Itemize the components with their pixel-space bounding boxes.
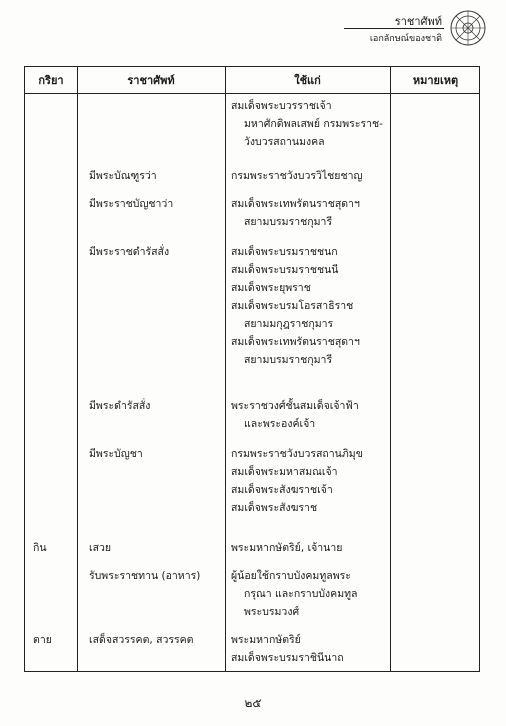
- usage-line: สมเด็จพระยุพราช: [231, 282, 311, 294]
- column-header-usage: ใช้แก่: [294, 74, 321, 87]
- usage-cell: [231, 539, 342, 557]
- header-title: ราชาศัพท์: [394, 15, 442, 28]
- royal-word-cell: มีพระราชดำรัสสั่ง: [89, 246, 170, 258]
- usage-line: พระมหากษัตริย์: [231, 634, 301, 646]
- usage-line: สมเด็จพระบรมราชชนก: [231, 246, 338, 258]
- usage-line: ผู้น้อยใช้กราบบังคมทูลพระ: [231, 570, 351, 582]
- usage-line: กรมพระราชวังบวรวิไชยชาญ: [231, 170, 363, 182]
- header-subtitle: เอกลักษณ์ของชาติ: [369, 34, 442, 44]
- usage-line: พระบรมวงศ์: [244, 606, 300, 618]
- usage-cell: [231, 195, 360, 231]
- usage-line: วังบวรสถานมงคล: [244, 136, 325, 148]
- royal-word-cell: มีพระดำรัสสั่ง: [89, 400, 151, 412]
- usage-line: พระราชวงศ์ชั้นสมเด็จเจ้าฟ้า: [231, 400, 359, 412]
- column-header-royal-word: ราชาศัพท์: [127, 74, 175, 87]
- usage-line: สมเด็จพระสังฆราชเจ้า: [231, 484, 333, 496]
- verb-cell: กิน: [33, 542, 47, 554]
- royal-word-cell: มีพระบัญชา: [89, 448, 143, 460]
- usage-line: สมเด็จพระเทพรัตนราชสุดาฯ: [231, 198, 360, 210]
- header-divider: [25, 93, 479, 94]
- usage-line: กรุณา และกราบบังคมทูล: [244, 588, 358, 600]
- usage-line: สมเด็จพระบรมราชินีนาถ: [231, 652, 344, 664]
- usage-cell: [231, 97, 383, 151]
- usage-line: สมเด็จพระบรมราชชนนี: [231, 264, 339, 276]
- column-divider: [225, 67, 226, 671]
- page-header: [328, 8, 488, 48]
- usage-cell: [231, 397, 359, 433]
- column-divider: [77, 67, 78, 671]
- royal-word-cell: รับพระราชทาน (อาหาร): [89, 570, 201, 582]
- column-header-remark: หมายเหตุ: [412, 74, 459, 87]
- usage-line: สมเด็จพระบวรราชเจ้า: [231, 100, 332, 112]
- column-header-verb: กริยา: [38, 74, 64, 87]
- usage-line: สยามบรมราชกุมารี: [244, 354, 333, 366]
- royal-vocabulary-table: [24, 66, 480, 672]
- usage-cell: [231, 167, 362, 185]
- usage-line: สมเด็จพระมหาสมณเจ้า: [231, 466, 338, 478]
- usage-line: สมเด็จพระบรมโอรสาธิราช: [231, 300, 354, 312]
- page-number: ๒๕: [244, 696, 262, 710]
- usage-line: สยามบรมราชกุมารี: [244, 216, 333, 228]
- royal-word-cell: มีพระบัณฑูรว่า: [89, 170, 157, 182]
- usage-cell: [231, 567, 357, 621]
- verb-cell: ตาย: [33, 634, 52, 646]
- usage-line: กรมพระราชวังบวรสถานภิมุข: [231, 448, 363, 460]
- usage-line: สยามมกุฎราชกุมาร: [244, 318, 334, 330]
- usage-cell: [231, 243, 360, 369]
- usage-line: มหาศักดิพลเสพย์ กรมพระราช-: [244, 118, 383, 130]
- royal-word-cell: มีพระราชบัญชาว่า: [89, 198, 174, 210]
- usage-line: สมเด็จพระเทพรัตนราชสุดาฯ: [231, 336, 360, 348]
- usage-line: สมเด็จพระสังฆราช: [231, 502, 318, 514]
- usage-cell: [231, 445, 363, 517]
- royal-word-cell: เสวย: [89, 542, 112, 554]
- usage-line: และพระองค์เจ้า: [244, 418, 316, 430]
- usage-line: พระมหากษัตริย์, เจ้านาย: [231, 542, 343, 554]
- column-divider: [390, 67, 391, 671]
- header-rule: [344, 28, 444, 29]
- usage-cell: [231, 631, 344, 667]
- royal-word-cell: เสด็จสวรรคต, สวรรคต: [89, 634, 194, 646]
- emblem-seal-icon: [448, 8, 488, 48]
